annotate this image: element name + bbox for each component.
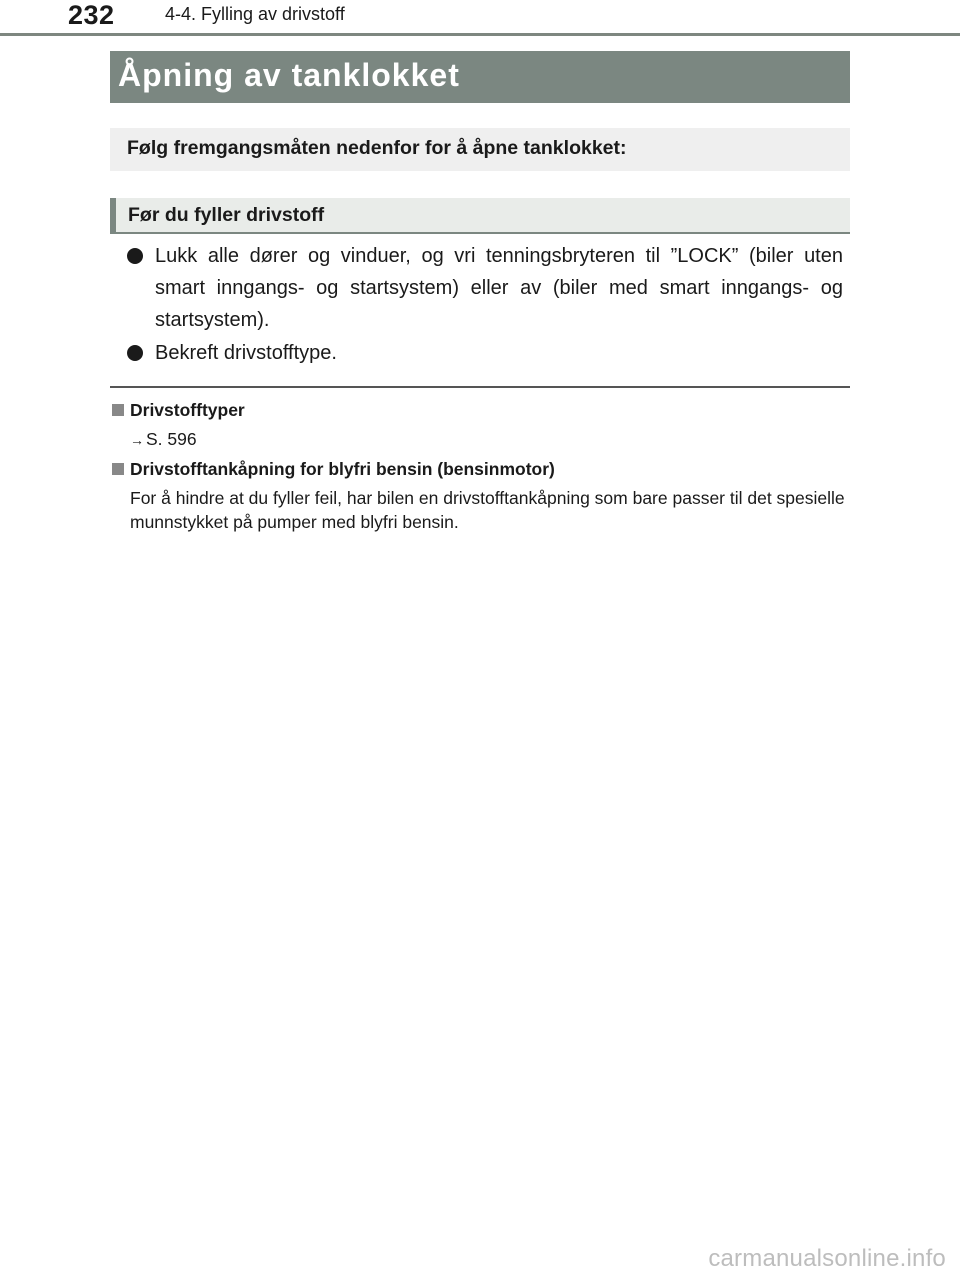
page-title: Åpning av tanklokket [118,57,460,93]
subsection-heading: Før du fyller drivstoff [128,204,325,226]
arrow-right-icon: → [130,432,144,448]
intro-box [110,128,850,171]
square-bullet-icon [112,463,124,475]
section-label: 4-4. Fylling av drivstoff [165,4,345,24]
page-number: 232 [68,0,115,30]
subsection-accent [110,198,116,232]
divider [110,386,850,388]
list-item-text: Bekreft drivstofftype. [155,342,337,364]
note-heading [112,459,555,480]
list-item [127,240,843,336]
list-item [127,337,843,369]
note-text: For å hindre at du fyller feil, har bilen en drivstofftankåpning som bare passer til det spesielle munnstykket på pumper med blyfri bensin. [130,488,845,532]
subsection-heading-box [110,198,850,234]
bullet-dot-icon [127,248,143,264]
header-rule [0,33,960,36]
note-heading-text: Drivstofftankåpning for blyfri bensin (bensinmotor) [130,459,555,479]
square-bullet-icon [112,404,124,416]
watermark: carmanualsonline.info [708,1245,946,1272]
list-item-text: Lukk alle dører og vinduer, og vri tenningsbryteren til ”LOCK” (biler uten smart inngangs- og startsystem) eller av (biler med smart inngangs- og startsystem). [155,245,843,331]
note-heading [112,400,245,421]
intro-text: Følg fremgangsmåten nedenfor for å åpne tanklokket: [127,137,627,159]
note-heading-text: Drivstofftyper [130,400,245,420]
bullet-list [127,240,843,369]
note-reference[interactable] [130,427,850,452]
title-bar [110,51,850,103]
page-reference-link[interactable]: S. 596 [146,429,197,449]
bullet-dot-icon [127,345,143,361]
